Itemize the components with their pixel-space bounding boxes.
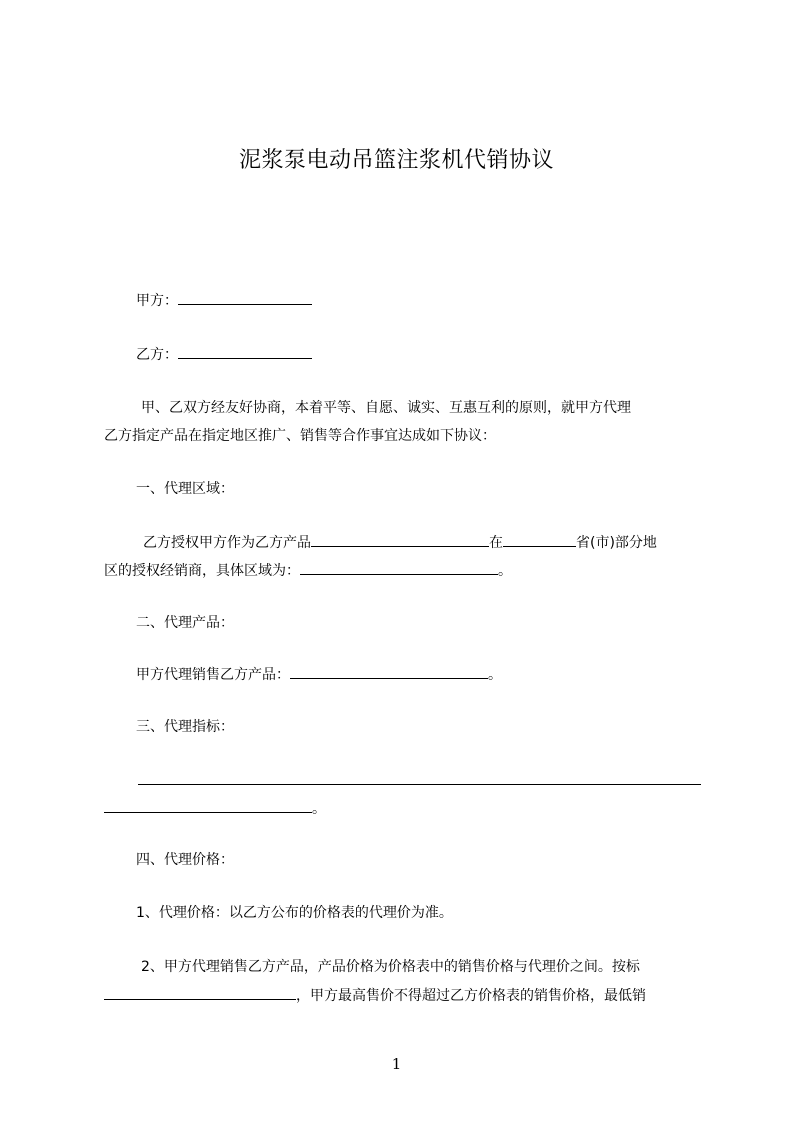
price-item-1: 1、代理价格：以乙方公布的价格表的代理价为准。 [136, 905, 453, 921]
section2-text: 甲方代理销售乙方产品： [136, 667, 290, 683]
section1-line-2 [104, 560, 512, 581]
section1-text-a: 乙方授权甲方作为乙方产品 [143, 535, 311, 551]
section1-text-d: 区的授权经销商，具体区域为： [104, 563, 300, 579]
page-number: 1 [391, 1055, 402, 1073]
section2-line-1 [136, 664, 502, 685]
target-blank-1 [138, 770, 701, 785]
party-a-blank [178, 290, 312, 305]
intro-line-1: 甲、乙双方经友好协商，本着平等、自愿、诚实、互惠互利的原则，就甲方代理 [141, 400, 631, 416]
party-a-label: 甲方： [136, 293, 178, 309]
intro-line-2: 乙方指定产品在指定地区推广、销售等合作事宜达成如下协议： [104, 428, 496, 444]
section1-line-1 [143, 532, 657, 553]
period: 。 [488, 667, 502, 683]
product-name-blank [290, 664, 488, 679]
party-b-label: 乙方： [136, 347, 178, 363]
party-b-blank [178, 344, 312, 359]
section1-text-c: 省(市)部分地 [576, 535, 657, 551]
target-line-1 [138, 770, 701, 791]
price-item-2-text: ，甲方最高售价不得超过乙方价格表的销售价格，最低销 [296, 988, 646, 1004]
section3-heading: 三、代理指标： [136, 719, 234, 735]
period: 。 [312, 801, 326, 817]
price-item-2-line-2 [104, 985, 646, 1006]
product-blank [311, 532, 489, 547]
party-b-line [136, 344, 312, 365]
target-line-2 [104, 798, 326, 819]
document-title: 泥浆泵电动吊篮注浆机代销协议 [238, 148, 554, 173]
standard-blank [104, 985, 296, 1000]
province-blank [503, 532, 576, 547]
price-item-2-line-1: 2、甲方代理销售乙方产品，产品价格为价格表中的销售价格与代理价之间。按标 [141, 959, 640, 975]
target-blank-2 [104, 798, 312, 813]
section4-heading: 四、代理价格： [136, 852, 234, 868]
party-a-line [136, 290, 312, 311]
section1-heading: 一、代理区域： [136, 481, 234, 497]
section2-heading: 二、代理产品： [136, 615, 234, 631]
section1-text-b: 在 [489, 535, 503, 551]
region-blank [300, 560, 498, 575]
period: 。 [498, 563, 512, 579]
